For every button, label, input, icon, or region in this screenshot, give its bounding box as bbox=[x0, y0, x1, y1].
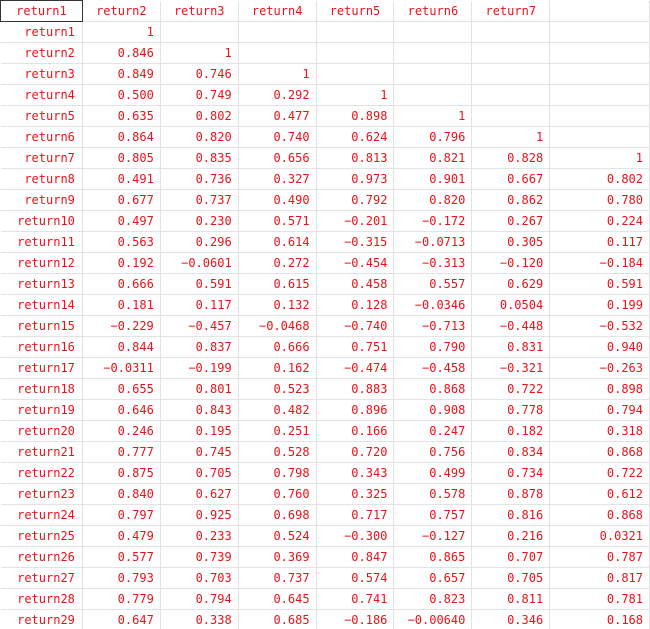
table-cell[interactable] bbox=[472, 85, 550, 106]
row-label[interactable]: return11 bbox=[1, 232, 83, 253]
table-cell[interactable]: 0.779 bbox=[82, 589, 160, 610]
table-cell[interactable]: 0.703 bbox=[160, 568, 238, 589]
table-cell[interactable]: 0.655 bbox=[82, 379, 160, 400]
row-label[interactable]: return1 bbox=[1, 22, 83, 43]
column-header[interactable]: return3 bbox=[160, 1, 238, 22]
table-cell[interactable]: 0.844 bbox=[82, 337, 160, 358]
table-cell[interactable]: −0.315 bbox=[316, 232, 394, 253]
table-cell[interactable]: 0.736 bbox=[160, 169, 238, 190]
table-cell[interactable]: −0.0468 bbox=[238, 316, 316, 337]
table-cell[interactable]: 0.797 bbox=[82, 505, 160, 526]
table-row bbox=[1, 442, 650, 463]
table-cell[interactable]: −0.184 bbox=[550, 253, 650, 274]
table-cell[interactable]: −0.457 bbox=[160, 316, 238, 337]
table-cell[interactable]: 0.828 bbox=[472, 148, 550, 169]
table-cell[interactable]: 0.883 bbox=[316, 379, 394, 400]
table-cell[interactable]: −0.0601 bbox=[160, 253, 238, 274]
table-cell[interactable]: 0.801 bbox=[160, 379, 238, 400]
table-cell[interactable]: 0.181 bbox=[82, 295, 160, 316]
table-cell[interactable]: 0.224 bbox=[550, 211, 650, 232]
table-cell[interactable]: 0.837 bbox=[160, 337, 238, 358]
table-cell[interactable]: 0.865 bbox=[394, 547, 472, 568]
table-cell[interactable] bbox=[160, 22, 238, 43]
table-cell[interactable]: 0.760 bbox=[238, 484, 316, 505]
table-cell[interactable]: 0.798 bbox=[238, 463, 316, 484]
table-cell[interactable]: −0.713 bbox=[394, 316, 472, 337]
table-row bbox=[1, 526, 650, 547]
table-row bbox=[1, 148, 650, 169]
table-cell[interactable]: 0.246 bbox=[82, 421, 160, 442]
table-cell[interactable]: 0.117 bbox=[550, 232, 650, 253]
table-cell[interactable] bbox=[316, 22, 394, 43]
table-cell[interactable]: 0.896 bbox=[316, 400, 394, 421]
row-label[interactable]: return29 bbox=[1, 610, 83, 629]
table-cell[interactable]: 0.793 bbox=[82, 568, 160, 589]
table-cell[interactable]: 0.627 bbox=[160, 484, 238, 505]
row-label[interactable]: return24 bbox=[1, 505, 83, 526]
row-label[interactable]: return23 bbox=[1, 484, 83, 505]
table-cell[interactable]: 0.802 bbox=[160, 106, 238, 127]
table-cell[interactable]: −0.0346 bbox=[394, 295, 472, 316]
table-cell[interactable]: 1 bbox=[394, 106, 472, 127]
table-cell[interactable]: −0.186 bbox=[316, 610, 394, 629]
table-cell[interactable]: −0.127 bbox=[394, 526, 472, 547]
table-cell[interactable]: 0.925 bbox=[160, 505, 238, 526]
table-cell[interactable]: 0.817 bbox=[550, 568, 650, 589]
table-cell[interactable]: −0.201 bbox=[316, 211, 394, 232]
row-label[interactable]: return8 bbox=[1, 169, 83, 190]
table-cell[interactable] bbox=[472, 64, 550, 85]
table-cell[interactable]: 0.898 bbox=[550, 379, 650, 400]
table-cell[interactable]: 0.790 bbox=[394, 337, 472, 358]
row-label[interactable]: return5 bbox=[1, 106, 83, 127]
table-cell[interactable]: 0.878 bbox=[472, 484, 550, 505]
table-cell[interactable]: 0.267 bbox=[472, 211, 550, 232]
table-cell[interactable]: −0.0311 bbox=[82, 358, 160, 379]
table-cell[interactable] bbox=[394, 43, 472, 64]
table-cell[interactable]: 0.591 bbox=[160, 274, 238, 295]
table-cell[interactable]: 0.811 bbox=[472, 589, 550, 610]
row-label[interactable]: return18 bbox=[1, 379, 83, 400]
table-cell[interactable] bbox=[472, 22, 550, 43]
table-cell[interactable]: 0.794 bbox=[160, 589, 238, 610]
column-header[interactable]: return4 bbox=[238, 1, 316, 22]
table-cell[interactable]: 0.666 bbox=[82, 274, 160, 295]
table-cell[interactable]: 0.327 bbox=[238, 169, 316, 190]
table-cell[interactable]: 0.781 bbox=[550, 589, 650, 610]
table-cell[interactable]: 0.612 bbox=[550, 484, 650, 505]
table-cell[interactable]: 0.740 bbox=[238, 127, 316, 148]
table-cell[interactable]: 0.168 bbox=[550, 610, 650, 629]
row-label[interactable]: return6 bbox=[1, 127, 83, 148]
table-cell[interactable]: −0.321 bbox=[472, 358, 550, 379]
table-cell[interactable]: 0.717 bbox=[316, 505, 394, 526]
table-cell[interactable]: 0.524 bbox=[238, 526, 316, 547]
table-row bbox=[1, 589, 650, 610]
table-row bbox=[1, 106, 650, 127]
table-row bbox=[1, 43, 650, 64]
table-row bbox=[1, 232, 650, 253]
table-cell[interactable]: 0.831 bbox=[472, 337, 550, 358]
table-cell[interactable]: 0.868 bbox=[550, 442, 650, 463]
table-cell[interactable]: 0.216 bbox=[472, 526, 550, 547]
table-row bbox=[1, 253, 650, 274]
table-cell[interactable]: 0.591 bbox=[550, 274, 650, 295]
table-cell[interactable]: 0.490 bbox=[238, 190, 316, 211]
table-cell[interactable] bbox=[238, 22, 316, 43]
table-cell[interactable]: 0.666 bbox=[238, 337, 316, 358]
table-row bbox=[1, 211, 650, 232]
row-label[interactable]: return16 bbox=[1, 337, 83, 358]
table-cell[interactable] bbox=[394, 22, 472, 43]
table-cell[interactable]: 0.132 bbox=[238, 295, 316, 316]
table-cell[interactable]: 0.843 bbox=[160, 400, 238, 421]
table-cell[interactable]: 0.820 bbox=[160, 127, 238, 148]
table-cell[interactable]: 0.940 bbox=[550, 337, 650, 358]
table-cell[interactable]: 0.182 bbox=[472, 421, 550, 442]
row-label[interactable]: return19 bbox=[1, 400, 83, 421]
table-cell[interactable]: −0.00640 bbox=[394, 610, 472, 629]
table-cell[interactable]: 0.305 bbox=[472, 232, 550, 253]
table-cell[interactable]: 0.849 bbox=[82, 64, 160, 85]
column-header[interactable]: return5 bbox=[316, 1, 394, 22]
table-cell[interactable]: 0.577 bbox=[82, 547, 160, 568]
table-cell[interactable] bbox=[550, 43, 650, 64]
table-cell[interactable]: 0.820 bbox=[394, 190, 472, 211]
table-cell[interactable]: 0.296 bbox=[160, 232, 238, 253]
table-cell[interactable] bbox=[316, 64, 394, 85]
table-row bbox=[1, 463, 650, 484]
table-cell[interactable]: 0.667 bbox=[472, 169, 550, 190]
table-cell[interactable]: 0.615 bbox=[238, 274, 316, 295]
table-cell[interactable]: 0.346 bbox=[472, 610, 550, 629]
table-cell[interactable]: 0.868 bbox=[550, 505, 650, 526]
table-cell[interactable]: 0.646 bbox=[82, 400, 160, 421]
table-cell[interactable] bbox=[394, 64, 472, 85]
table-row bbox=[1, 22, 650, 43]
row-label[interactable]: return9 bbox=[1, 190, 83, 211]
table-row bbox=[1, 484, 650, 505]
row-label[interactable]: return12 bbox=[1, 253, 83, 274]
table-cell[interactable]: 0.166 bbox=[316, 421, 394, 442]
table-cell[interactable]: 0.500 bbox=[82, 85, 160, 106]
table-cell[interactable]: −0.313 bbox=[394, 253, 472, 274]
table-cell[interactable]: 0.635 bbox=[82, 106, 160, 127]
table-cell[interactable]: 0.868 bbox=[394, 379, 472, 400]
table-cell[interactable]: 0.751 bbox=[316, 337, 394, 358]
table-cell[interactable]: 0.835 bbox=[160, 148, 238, 169]
table-cell[interactable]: 0.325 bbox=[316, 484, 394, 505]
row-label[interactable]: return22 bbox=[1, 463, 83, 484]
table-cell[interactable]: 0.875 bbox=[82, 463, 160, 484]
table-cell[interactable]: 0.821 bbox=[394, 148, 472, 169]
table-cell[interactable]: −0.740 bbox=[316, 316, 394, 337]
table-cell[interactable]: 0.705 bbox=[472, 568, 550, 589]
table-cell[interactable]: 0.482 bbox=[238, 400, 316, 421]
row-label[interactable]: return17 bbox=[1, 358, 83, 379]
table-cell[interactable]: −0.229 bbox=[82, 316, 160, 337]
table-cell[interactable]: 1 bbox=[82, 22, 160, 43]
table-cell[interactable]: 0.734 bbox=[472, 463, 550, 484]
table-cell[interactable]: 0.557 bbox=[394, 274, 472, 295]
table-cell[interactable]: 0.778 bbox=[472, 400, 550, 421]
column-header[interactable]: return2 bbox=[82, 1, 160, 22]
table-cell[interactable]: 0.343 bbox=[316, 463, 394, 484]
table-cell[interactable] bbox=[472, 43, 550, 64]
table-cell[interactable] bbox=[394, 85, 472, 106]
table-row bbox=[1, 379, 650, 400]
table-cell[interactable]: −0.120 bbox=[472, 253, 550, 274]
row-label[interactable]: return26 bbox=[1, 547, 83, 568]
table-cell[interactable]: 0.720 bbox=[316, 442, 394, 463]
table-cell[interactable]: 1 bbox=[550, 148, 650, 169]
table-row bbox=[1, 316, 650, 337]
table-cell[interactable]: 0.528 bbox=[238, 442, 316, 463]
table-cell[interactable]: 0.864 bbox=[82, 127, 160, 148]
table-row bbox=[1, 85, 650, 106]
table-cell[interactable] bbox=[550, 85, 650, 106]
row-label[interactable]: return28 bbox=[1, 589, 83, 610]
table-cell[interactable]: 0.128 bbox=[316, 295, 394, 316]
table-cell[interactable]: 0.657 bbox=[394, 568, 472, 589]
table-cell[interactable]: 0.0504 bbox=[472, 295, 550, 316]
column-header[interactable] bbox=[550, 1, 650, 22]
table-cell[interactable]: 0.847 bbox=[316, 547, 394, 568]
table-cell[interactable] bbox=[472, 106, 550, 127]
table-cell[interactable]: 0.908 bbox=[394, 400, 472, 421]
column-header[interactable]: return7 bbox=[472, 1, 550, 22]
table-row bbox=[1, 127, 650, 148]
table-row bbox=[1, 358, 650, 379]
row-label[interactable]: return27 bbox=[1, 568, 83, 589]
table-cell[interactable]: 0.497 bbox=[82, 211, 160, 232]
table-cell[interactable]: 0.840 bbox=[82, 484, 160, 505]
table-cell[interactable]: 0.523 bbox=[238, 379, 316, 400]
table-cell[interactable]: −0.263 bbox=[550, 358, 650, 379]
table-cell[interactable]: 0.571 bbox=[238, 211, 316, 232]
table-row bbox=[1, 547, 650, 568]
table-cell[interactable]: −0.172 bbox=[394, 211, 472, 232]
table-cell[interactable]: −0.454 bbox=[316, 253, 394, 274]
table-cell[interactable]: 0.563 bbox=[82, 232, 160, 253]
row-label[interactable]: return25 bbox=[1, 526, 83, 547]
table-cell[interactable]: 0.746 bbox=[160, 64, 238, 85]
column-header[interactable]: return6 bbox=[394, 1, 472, 22]
table-cell[interactable]: 0.973 bbox=[316, 169, 394, 190]
table-cell[interactable]: 0.722 bbox=[550, 463, 650, 484]
table-cell[interactable]: 0.318 bbox=[550, 421, 650, 442]
table-row bbox=[1, 337, 650, 358]
row-label[interactable]: return15 bbox=[1, 316, 83, 337]
row-label[interactable]: return3 bbox=[1, 64, 83, 85]
table-cell[interactable]: 0.491 bbox=[82, 169, 160, 190]
table-cell[interactable]: 0.647 bbox=[82, 610, 160, 629]
header-row bbox=[1, 1, 650, 22]
table-cell[interactable] bbox=[550, 22, 650, 43]
table-cell[interactable]: 0.705 bbox=[160, 463, 238, 484]
table-cell[interactable]: 0.477 bbox=[238, 106, 316, 127]
table-row bbox=[1, 421, 650, 442]
table-cell[interactable]: 0.805 bbox=[82, 148, 160, 169]
table-row bbox=[1, 610, 650, 629]
table-cell[interactable]: 0.739 bbox=[160, 547, 238, 568]
table-cell[interactable]: 0.780 bbox=[550, 190, 650, 211]
table-cell[interactable]: 0.898 bbox=[316, 106, 394, 127]
row-label[interactable]: return4 bbox=[1, 85, 83, 106]
table-cell[interactable]: 0.369 bbox=[238, 547, 316, 568]
table-cell[interactable]: −0.199 bbox=[160, 358, 238, 379]
table-cell[interactable]: 0.624 bbox=[316, 127, 394, 148]
table-cell[interactable]: 0.722 bbox=[472, 379, 550, 400]
table-cell[interactable]: 0.199 bbox=[550, 295, 650, 316]
table-cell[interactable]: 0.757 bbox=[394, 505, 472, 526]
table-cell[interactable]: −0.300 bbox=[316, 526, 394, 547]
table-cell[interactable]: 0.813 bbox=[316, 148, 394, 169]
row-label[interactable]: return21 bbox=[1, 442, 83, 463]
table-cell[interactable]: 0.756 bbox=[394, 442, 472, 463]
table-row bbox=[1, 400, 650, 421]
table-cell[interactable]: −0.448 bbox=[472, 316, 550, 337]
table-cell[interactable] bbox=[238, 43, 316, 64]
table-cell[interactable]: 1 bbox=[472, 127, 550, 148]
table-cell[interactable] bbox=[550, 127, 650, 148]
table-cell[interactable]: 0.192 bbox=[82, 253, 160, 274]
table-cell[interactable]: 0.737 bbox=[238, 568, 316, 589]
table-cell[interactable]: 0.338 bbox=[160, 610, 238, 629]
table-cell[interactable]: 0.247 bbox=[394, 421, 472, 442]
table-cell[interactable]: 0.685 bbox=[238, 610, 316, 629]
table-cell[interactable]: 0.823 bbox=[394, 589, 472, 610]
table-cell[interactable] bbox=[316, 43, 394, 64]
table-cell[interactable]: 0.796 bbox=[394, 127, 472, 148]
table-cell[interactable]: 0.745 bbox=[160, 442, 238, 463]
table-cell[interactable]: 0.901 bbox=[394, 169, 472, 190]
table-row bbox=[1, 64, 650, 85]
table-cell[interactable] bbox=[550, 64, 650, 85]
table-cell[interactable]: −0.532 bbox=[550, 316, 650, 337]
table-cell[interactable]: 0.802 bbox=[550, 169, 650, 190]
table-cell[interactable]: 0.574 bbox=[316, 568, 394, 589]
table-cell[interactable]: 0.698 bbox=[238, 505, 316, 526]
table-cell[interactable]: 0.862 bbox=[472, 190, 550, 211]
table-row bbox=[1, 169, 650, 190]
table-cell[interactable]: 0.846 bbox=[82, 43, 160, 64]
table-row bbox=[1, 274, 650, 295]
table-cell[interactable]: 0.479 bbox=[82, 526, 160, 547]
table-cell[interactable]: 0.749 bbox=[160, 85, 238, 106]
table-cell[interactable]: 0.195 bbox=[160, 421, 238, 442]
table-cell[interactable]: 0.787 bbox=[550, 547, 650, 568]
table-cell[interactable]: 0.458 bbox=[316, 274, 394, 295]
table-cell[interactable]: −0.0713 bbox=[394, 232, 472, 253]
table-cell[interactable]: 0.816 bbox=[472, 505, 550, 526]
table-cell[interactable]: 1 bbox=[238, 64, 316, 85]
table-row bbox=[1, 190, 650, 211]
table-cell[interactable]: 0.292 bbox=[238, 85, 316, 106]
table-cell[interactable]: 0.117 bbox=[160, 295, 238, 316]
table-cell[interactable]: −0.474 bbox=[316, 358, 394, 379]
row-label[interactable]: return14 bbox=[1, 295, 83, 316]
table-cell[interactable]: 0.794 bbox=[550, 400, 650, 421]
table-cell[interactable]: 0.251 bbox=[238, 421, 316, 442]
table-cell[interactable]: 0.578 bbox=[394, 484, 472, 505]
table-row bbox=[1, 295, 650, 316]
table-cell[interactable]: 0.233 bbox=[160, 526, 238, 547]
row-label[interactable]: return7 bbox=[1, 148, 83, 169]
table-cell[interactable]: 1 bbox=[316, 85, 394, 106]
row-label[interactable]: return2 bbox=[1, 43, 83, 64]
table-cell[interactable]: 1 bbox=[160, 43, 238, 64]
row-label[interactable]: return13 bbox=[1, 274, 83, 295]
table-cell[interactable]: 0.230 bbox=[160, 211, 238, 232]
table-cell[interactable]: 0.0321 bbox=[550, 526, 650, 547]
table-cell[interactable]: 0.629 bbox=[472, 274, 550, 295]
table-cell[interactable] bbox=[550, 106, 650, 127]
row-label[interactable]: return20 bbox=[1, 421, 83, 442]
table-row bbox=[1, 505, 650, 526]
table-cell[interactable]: 0.777 bbox=[82, 442, 160, 463]
table-cell[interactable]: 0.737 bbox=[160, 190, 238, 211]
table-cell[interactable]: 0.272 bbox=[238, 253, 316, 274]
table-cell[interactable]: 0.614 bbox=[238, 232, 316, 253]
table-cell[interactable]: 0.741 bbox=[316, 589, 394, 610]
row-label[interactable]: return10 bbox=[1, 211, 83, 232]
table-cell[interactable]: 0.792 bbox=[316, 190, 394, 211]
selected-cell[interactable]: return1 bbox=[1, 1, 83, 22]
table-cell[interactable]: 0.162 bbox=[238, 358, 316, 379]
table-cell[interactable]: 0.707 bbox=[472, 547, 550, 568]
table-row bbox=[1, 568, 650, 589]
table-cell[interactable]: 0.834 bbox=[472, 442, 550, 463]
table-cell[interactable]: 0.677 bbox=[82, 190, 160, 211]
table-cell[interactable]: 0.499 bbox=[394, 463, 472, 484]
table-cell[interactable]: 0.645 bbox=[238, 589, 316, 610]
table-cell[interactable]: −0.458 bbox=[394, 358, 472, 379]
table-cell[interactable]: 0.656 bbox=[238, 148, 316, 169]
